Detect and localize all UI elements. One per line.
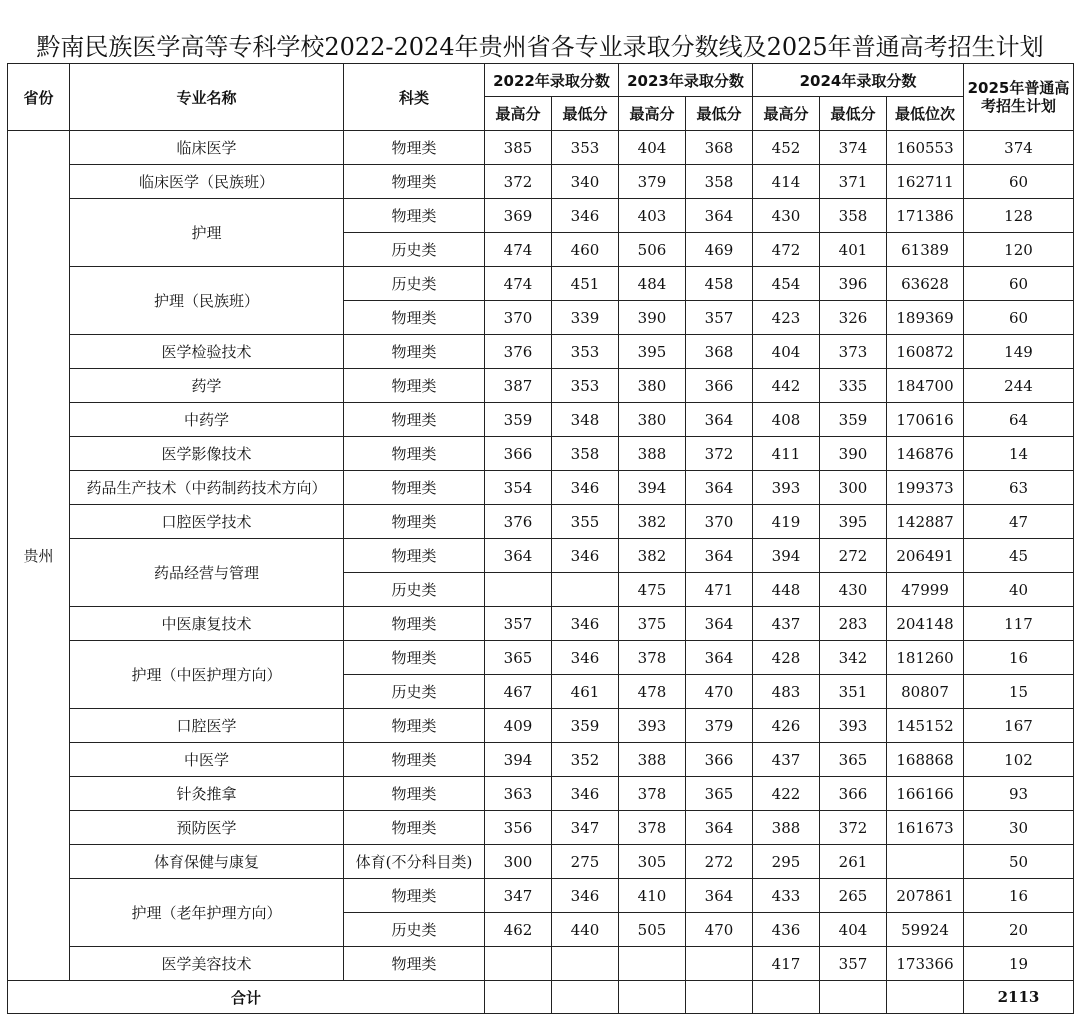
major-cell: 中医学	[70, 743, 344, 777]
score-cell: 452	[753, 131, 820, 165]
score-cell: 47999	[887, 573, 964, 607]
score-cell: 374	[964, 131, 1074, 165]
score-cell: 347	[552, 811, 619, 845]
score-cell: 385	[485, 131, 552, 165]
score-cell: 505	[619, 913, 686, 947]
score-cell: 471	[686, 573, 753, 607]
header-2023-max: 最高分	[619, 97, 686, 131]
table-row	[8, 811, 1074, 845]
score-cell: 423	[753, 301, 820, 335]
table-row	[8, 131, 1074, 165]
score-cell	[485, 573, 552, 607]
category-cell: 物理类	[344, 505, 485, 539]
header-province: 省份	[8, 64, 70, 131]
score-cell	[552, 947, 619, 981]
score-cell: 160553	[887, 131, 964, 165]
score-cell: 283	[820, 607, 887, 641]
score-cell: 366	[686, 743, 753, 777]
score-cell: 60	[964, 165, 1074, 199]
table-row	[8, 335, 1074, 369]
category-cell: 物理类	[344, 709, 485, 743]
table-row	[8, 641, 1074, 675]
score-cell	[552, 573, 619, 607]
score-cell: 469	[686, 233, 753, 267]
total-label: 合计	[8, 981, 485, 1014]
category-cell: 历史类	[344, 267, 485, 301]
score-cell: 171386	[887, 199, 964, 233]
score-cell: 326	[820, 301, 887, 335]
score-cell: 370	[686, 505, 753, 539]
major-cell: 中医康复技术	[70, 607, 344, 641]
score-cell: 357	[820, 947, 887, 981]
major-cell: 体育保健与康复	[70, 845, 344, 879]
score-cell: 346	[552, 641, 619, 675]
score-cell: 353	[552, 335, 619, 369]
score-cell: 461	[552, 675, 619, 709]
score-cell: 483	[753, 675, 820, 709]
score-cell: 359	[552, 709, 619, 743]
major-cell: 护理（老年护理方向）	[70, 879, 344, 947]
table-row	[8, 369, 1074, 403]
score-cell: 368	[686, 131, 753, 165]
score-cell: 166166	[887, 777, 964, 811]
score-cell: 40	[964, 573, 1074, 607]
score-cell: 448	[753, 573, 820, 607]
table-row	[8, 471, 1074, 505]
category-cell: 历史类	[344, 573, 485, 607]
score-cell: 335	[820, 369, 887, 403]
score-cell: 50	[964, 845, 1074, 879]
score-cell: 366	[686, 369, 753, 403]
header-2022-min: 最低分	[552, 97, 619, 131]
score-cell: 20	[964, 913, 1074, 947]
score-cell: 380	[619, 369, 686, 403]
score-cell: 16	[964, 879, 1074, 913]
score-cell: 380	[619, 403, 686, 437]
category-cell: 物理类	[344, 437, 485, 471]
score-cell: 102	[964, 743, 1074, 777]
score-cell: 261	[820, 845, 887, 879]
score-cell: 364	[686, 641, 753, 675]
score-cell: 265	[820, 879, 887, 913]
major-cell: 护理	[70, 199, 344, 267]
score-cell: 388	[619, 437, 686, 471]
category-cell: 物理类	[344, 743, 485, 777]
score-cell: 373	[820, 335, 887, 369]
header-2024-max: 最高分	[753, 97, 820, 131]
category-cell: 物理类	[344, 369, 485, 403]
score-cell: 404	[619, 131, 686, 165]
score-cell: 393	[820, 709, 887, 743]
score-cell: 451	[552, 267, 619, 301]
score-cell: 244	[964, 369, 1074, 403]
score-cell: 462	[485, 913, 552, 947]
total-row	[8, 981, 1074, 1014]
header-2024-min-rank: 最低位次	[887, 97, 964, 131]
score-cell: 364	[686, 199, 753, 233]
score-cell: 59924	[887, 913, 964, 947]
score-cell	[887, 845, 964, 879]
score-cell: 382	[619, 539, 686, 573]
score-cell: 375	[619, 607, 686, 641]
score-cell: 295	[753, 845, 820, 879]
score-cell: 393	[619, 709, 686, 743]
score-cell: 365	[686, 777, 753, 811]
score-cell: 393	[753, 471, 820, 505]
score-cell: 167	[964, 709, 1074, 743]
major-cell: 中药学	[70, 403, 344, 437]
score-cell: 404	[753, 335, 820, 369]
score-cell: 484	[619, 267, 686, 301]
score-cell: 419	[753, 505, 820, 539]
category-cell: 历史类	[344, 675, 485, 709]
score-cell: 376	[485, 335, 552, 369]
score-cell: 478	[619, 675, 686, 709]
header-2023-min: 最低分	[686, 97, 753, 131]
category-cell: 物理类	[344, 165, 485, 199]
score-cell: 437	[753, 743, 820, 777]
major-cell: 药品经营与管理	[70, 539, 344, 607]
header-plan-2025: 2025年普通高考招生计划	[964, 64, 1074, 131]
category-cell: 物理类	[344, 641, 485, 675]
category-cell: 历史类	[344, 913, 485, 947]
score-cell: 184700	[887, 369, 964, 403]
score-cell: 352	[552, 743, 619, 777]
category-cell: 物理类	[344, 403, 485, 437]
score-cell: 467	[485, 675, 552, 709]
score-cell: 340	[552, 165, 619, 199]
category-cell: 物理类	[344, 471, 485, 505]
score-cell	[686, 947, 753, 981]
table-row	[8, 743, 1074, 777]
score-cell: 395	[820, 505, 887, 539]
score-cell: 372	[820, 811, 887, 845]
score-cell: 364	[686, 811, 753, 845]
score-cell: 437	[753, 607, 820, 641]
major-cell: 药品生产技术（中药制药技术方向）	[70, 471, 344, 505]
score-cell: 470	[686, 675, 753, 709]
score-cell: 347	[485, 879, 552, 913]
score-cell: 458	[686, 267, 753, 301]
category-cell: 物理类	[344, 301, 485, 335]
major-cell: 临床医学	[70, 131, 344, 165]
province-cell: 贵州	[8, 131, 70, 981]
score-cell: 30	[964, 811, 1074, 845]
score-cell: 363	[485, 777, 552, 811]
header-2023: 2023年录取分数	[619, 64, 753, 97]
score-cell: 408	[753, 403, 820, 437]
score-cell: 142887	[887, 505, 964, 539]
score-cell: 61389	[887, 233, 964, 267]
score-cell: 346	[552, 471, 619, 505]
score-cell: 368	[686, 335, 753, 369]
category-cell: 物理类	[344, 131, 485, 165]
category-cell: 体育(不分科目类)	[344, 845, 485, 879]
table-row	[8, 505, 1074, 539]
score-cell: 387	[485, 369, 552, 403]
score-cell: 207861	[887, 879, 964, 913]
score-cell: 364	[686, 607, 753, 641]
score-cell: 348	[552, 403, 619, 437]
score-cell: 366	[485, 437, 552, 471]
category-cell: 物理类	[344, 335, 485, 369]
total-empty-cell	[820, 981, 887, 1014]
score-cell: 430	[820, 573, 887, 607]
total-value: 2113	[964, 981, 1074, 1014]
major-cell: 针灸推拿	[70, 777, 344, 811]
table-row	[8, 539, 1074, 573]
score-cell: 388	[753, 811, 820, 845]
score-cell: 117	[964, 607, 1074, 641]
table-row	[8, 947, 1074, 981]
score-cell: 378	[619, 641, 686, 675]
score-cell: 378	[619, 777, 686, 811]
score-cell: 16	[964, 641, 1074, 675]
score-cell: 428	[753, 641, 820, 675]
score-cell: 305	[619, 845, 686, 879]
category-cell: 物理类	[344, 879, 485, 913]
score-cell: 346	[552, 199, 619, 233]
admission-table	[7, 63, 1074, 1014]
score-cell: 358	[686, 165, 753, 199]
score-cell: 14	[964, 437, 1074, 471]
major-cell: 药学	[70, 369, 344, 403]
score-cell: 366	[820, 777, 887, 811]
total-empty-cell	[619, 981, 686, 1014]
score-cell: 300	[820, 471, 887, 505]
score-cell: 145152	[887, 709, 964, 743]
score-cell: 365	[485, 641, 552, 675]
major-cell: 医学检验技术	[70, 335, 344, 369]
score-cell: 355	[552, 505, 619, 539]
score-cell: 346	[552, 777, 619, 811]
major-cell: 口腔医学技术	[70, 505, 344, 539]
score-cell: 45	[964, 539, 1074, 573]
category-cell: 历史类	[344, 233, 485, 267]
category-cell: 物理类	[344, 607, 485, 641]
score-cell: 460	[552, 233, 619, 267]
score-cell: 160872	[887, 335, 964, 369]
category-cell: 物理类	[344, 539, 485, 573]
page-title: 黔南民族医学高等专科学校2022-2024年贵州省各专业录取分数线及2025年普通高考招生计划	[36, 33, 1044, 61]
table-row	[8, 267, 1074, 301]
score-cell: 394	[485, 743, 552, 777]
score-cell: 93	[964, 777, 1074, 811]
total-empty-cell	[686, 981, 753, 1014]
score-cell: 346	[552, 539, 619, 573]
major-cell: 医学影像技术	[70, 437, 344, 471]
table-row	[8, 777, 1074, 811]
table-row	[8, 165, 1074, 199]
total-empty-cell	[485, 981, 552, 1014]
score-cell: 161673	[887, 811, 964, 845]
score-cell: 442	[753, 369, 820, 403]
score-cell: 436	[753, 913, 820, 947]
header-2024-min: 最低分	[820, 97, 887, 131]
score-cell: 128	[964, 199, 1074, 233]
total-empty-cell	[887, 981, 964, 1014]
score-cell: 357	[686, 301, 753, 335]
table-row	[8, 845, 1074, 879]
score-cell: 19	[964, 947, 1074, 981]
score-cell: 300	[485, 845, 552, 879]
score-cell: 376	[485, 505, 552, 539]
score-cell: 272	[820, 539, 887, 573]
score-cell: 364	[686, 879, 753, 913]
header-category: 科类	[344, 64, 485, 131]
score-cell: 63	[964, 471, 1074, 505]
score-cell: 80807	[887, 675, 964, 709]
score-cell: 353	[552, 369, 619, 403]
header-2022: 2022年录取分数	[485, 64, 619, 97]
score-cell: 364	[686, 539, 753, 573]
score-cell: 364	[686, 471, 753, 505]
score-cell: 64	[964, 403, 1074, 437]
score-cell: 374	[820, 131, 887, 165]
score-cell: 379	[619, 165, 686, 199]
score-cell: 370	[485, 301, 552, 335]
score-cell: 411	[753, 437, 820, 471]
score-cell: 394	[619, 471, 686, 505]
major-cell: 预防医学	[70, 811, 344, 845]
score-cell: 342	[820, 641, 887, 675]
score-cell: 372	[485, 165, 552, 199]
score-cell: 146876	[887, 437, 964, 471]
score-cell: 60	[964, 301, 1074, 335]
score-cell	[485, 947, 552, 981]
score-cell: 353	[552, 131, 619, 165]
score-cell: 401	[820, 233, 887, 267]
score-cell: 204148	[887, 607, 964, 641]
score-cell: 474	[485, 233, 552, 267]
score-cell: 422	[753, 777, 820, 811]
header-2022-max: 最高分	[485, 97, 552, 131]
score-cell: 472	[753, 233, 820, 267]
score-cell: 369	[485, 199, 552, 233]
category-cell: 物理类	[344, 947, 485, 981]
score-cell: 346	[552, 607, 619, 641]
major-cell: 医学美容技术	[70, 947, 344, 981]
score-cell: 149	[964, 335, 1074, 369]
total-empty-cell	[753, 981, 820, 1014]
score-cell: 60	[964, 267, 1074, 301]
score-cell: 275	[552, 845, 619, 879]
score-cell: 379	[686, 709, 753, 743]
score-cell: 168868	[887, 743, 964, 777]
score-cell: 120	[964, 233, 1074, 267]
score-cell: 63628	[887, 267, 964, 301]
score-cell: 365	[820, 743, 887, 777]
table-row	[8, 607, 1074, 641]
score-cell: 173366	[887, 947, 964, 981]
score-cell: 394	[753, 539, 820, 573]
score-cell: 440	[552, 913, 619, 947]
score-cell: 162711	[887, 165, 964, 199]
score-cell: 433	[753, 879, 820, 913]
table-row	[8, 709, 1074, 743]
major-cell: 护理（中医护理方向）	[70, 641, 344, 709]
score-cell: 430	[753, 199, 820, 233]
score-cell: 272	[686, 845, 753, 879]
table-row	[8, 199, 1074, 233]
score-cell: 474	[485, 267, 552, 301]
header-row-1	[8, 64, 1074, 97]
score-cell: 359	[820, 403, 887, 437]
score-cell: 189369	[887, 301, 964, 335]
table-row	[8, 403, 1074, 437]
score-cell: 346	[552, 879, 619, 913]
score-cell: 409	[485, 709, 552, 743]
score-cell: 404	[820, 913, 887, 947]
score-cell: 354	[485, 471, 552, 505]
major-cell: 临床医学（民族班）	[70, 165, 344, 199]
score-cell: 357	[485, 607, 552, 641]
score-cell: 410	[619, 879, 686, 913]
score-cell: 382	[619, 505, 686, 539]
score-cell: 417	[753, 947, 820, 981]
score-cell: 371	[820, 165, 887, 199]
score-cell: 15	[964, 675, 1074, 709]
score-cell: 199373	[887, 471, 964, 505]
score-cell: 506	[619, 233, 686, 267]
major-cell: 护理（民族班）	[70, 267, 344, 335]
total-empty-cell	[552, 981, 619, 1014]
score-cell: 359	[485, 403, 552, 437]
score-cell: 454	[753, 267, 820, 301]
score-cell: 170616	[887, 403, 964, 437]
category-cell: 物理类	[344, 811, 485, 845]
score-cell: 390	[820, 437, 887, 471]
score-cell: 403	[619, 199, 686, 233]
score-cell: 378	[619, 811, 686, 845]
table-row	[8, 437, 1074, 471]
category-cell: 物理类	[344, 199, 485, 233]
score-cell: 181260	[887, 641, 964, 675]
major-cell: 口腔医学	[70, 709, 344, 743]
score-cell: 351	[820, 675, 887, 709]
score-cell: 396	[820, 267, 887, 301]
score-cell: 426	[753, 709, 820, 743]
score-cell: 358	[552, 437, 619, 471]
score-cell: 470	[686, 913, 753, 947]
table-row	[8, 879, 1074, 913]
score-cell	[619, 947, 686, 981]
score-cell: 206491	[887, 539, 964, 573]
score-cell: 364	[686, 403, 753, 437]
score-cell: 390	[619, 301, 686, 335]
score-cell: 356	[485, 811, 552, 845]
score-cell: 372	[686, 437, 753, 471]
score-cell: 414	[753, 165, 820, 199]
score-cell: 475	[619, 573, 686, 607]
score-cell: 395	[619, 335, 686, 369]
score-cell: 339	[552, 301, 619, 335]
category-cell: 物理类	[344, 777, 485, 811]
score-cell: 358	[820, 199, 887, 233]
header-2024: 2024年录取分数	[753, 64, 964, 97]
score-cell: 364	[485, 539, 552, 573]
score-cell: 388	[619, 743, 686, 777]
header-major: 专业名称	[70, 64, 344, 131]
score-cell: 47	[964, 505, 1074, 539]
